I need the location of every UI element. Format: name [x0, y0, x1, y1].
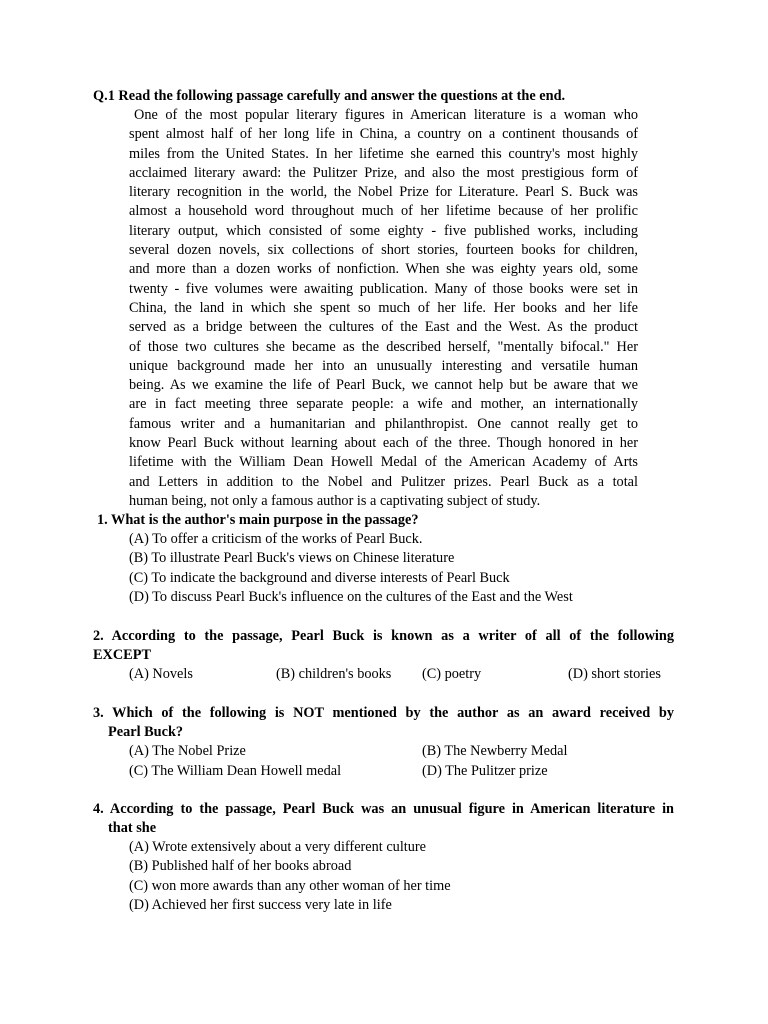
answer-option[interactable]: (C) won more awards than any other woman of her time: [129, 877, 451, 894]
answer-option[interactable]: (D) The Pulitzer prize: [422, 763, 548, 779]
passage-line: and more than a dozen works of nonfiction. When she was eighty years old, some: [129, 261, 638, 278]
question-text: 4. According to the passage, Pearl Buck was an unusual figure in American literature in: [93, 801, 674, 817]
passage-line: several dozen novels, six collections of short stories, fourteen books for children,: [129, 242, 638, 259]
answer-option[interactable]: (D) To discuss Pearl Buck's influence on the cultures of the East and the West: [129, 588, 573, 605]
passage-line: literary output, which consisted of some eighty - five published works, including: [129, 222, 638, 239]
question-2: [93, 627, 674, 666]
passage-line: being. As we examine the life of Pearl Buck, we cannot help but be aware that we: [129, 377, 638, 394]
passage-line: unique background made her into an unusually interesting and versatile human: [129, 357, 638, 374]
question-4: [93, 800, 674, 839]
answer-option[interactable]: (B) children's books: [276, 666, 392, 682]
answer-option[interactable]: (A) To offer a criticism of the works of Pearl Buck.: [129, 531, 423, 547]
answer-option[interactable]: (D) short stories: [568, 666, 661, 682]
passage-line: miles from the United States. In her lifetime she earned this country's most highly: [129, 145, 638, 162]
passage-line: acclaimed literary award: the Pulitzer Prize, and also the most prestigious form of: [129, 164, 638, 181]
section-heading: Q.1 Read the following passage carefully and answer the questions at the end.: [93, 88, 566, 104]
question-1-options: [129, 530, 573, 607]
passage-line: One of the most popular literary figures in American literature is a woman who: [134, 107, 638, 123]
reading-passage: [129, 106, 638, 511]
answer-option[interactable]: (B) Published half of her books abroad: [129, 858, 352, 875]
passage-line: lifetime with the William Dean Howell Medal of the American Academy of Arts: [129, 454, 638, 471]
passage-line: are in fact meeting three separate people: a wife and mother, an internationally: [129, 396, 638, 413]
passage-line: served as a bridge between the cultures of the East and the West. As the product: [129, 319, 638, 336]
question-text: 3. Which of the following is NOT mentioned by the author as an award received by: [93, 705, 674, 721]
passage-line: almost a household word throughout much of her lifetime because of her prolific: [129, 203, 638, 220]
question-text: that she: [108, 820, 157, 837]
answer-option[interactable]: (B) The Newberry Medal: [422, 743, 568, 759]
question-text: Pearl Buck?: [108, 724, 184, 741]
answer-option[interactable]: (A) Novels: [129, 666, 193, 682]
passage-line: China, the land in which she spent so much of her life. Her books and her life: [129, 299, 638, 316]
question-1: [97, 511, 418, 530]
passage-line: twenty - five volumes were awaiting publication. Many of those books were set in: [129, 280, 638, 297]
question-text: 1. What is the author's main purpose in the passage?: [97, 512, 419, 528]
passage-line: literary recognition in the world, the Nobel Prize for Literature. Pearl S. Buck was: [129, 184, 638, 201]
answer-option[interactable]: (A) Wrote extensively about a very different culture: [129, 839, 427, 855]
question-4-options: [129, 838, 451, 915]
answer-option[interactable]: (C) The William Dean Howell medal: [129, 763, 342, 779]
question-text: 2. According to the passage, Pearl Buck is known as a writer of all of the following: [93, 628, 674, 644]
question-text: EXCEPT: [93, 647, 151, 664]
answer-option[interactable]: (C) To indicate the background and diverse interests of Pearl Buck: [129, 569, 510, 586]
answer-option[interactable]: (C) poetry: [422, 666, 482, 682]
answer-option[interactable]: (D) Achieved her first success very late in life: [129, 896, 392, 913]
passage-line: human being, not only a famous author is a captivating subject of study.: [129, 492, 541, 509]
passage-line: know Pearl Buck without learning about each of the three. Though honored in her: [129, 435, 638, 452]
question-3: [93, 704, 674, 743]
answer-option[interactable]: (B) To illustrate Pearl Buck's views on Chinese literature: [129, 550, 455, 567]
passage-line: famous writer and a humanitarian and philanthropist. One cannot really get to: [129, 415, 638, 432]
passage-line: spent almost half of her long life in China, a country on a continent thousands of: [129, 126, 638, 143]
passage-line: of those two cultures she became as the described herself, "mentally bifocal." Her: [129, 338, 638, 355]
passage-line: and Letters in addition to the Nobel and Pulitzer prizes. Pearl Buck as a total: [129, 473, 638, 490]
answer-option[interactable]: (A) The Nobel Prize: [129, 743, 246, 759]
